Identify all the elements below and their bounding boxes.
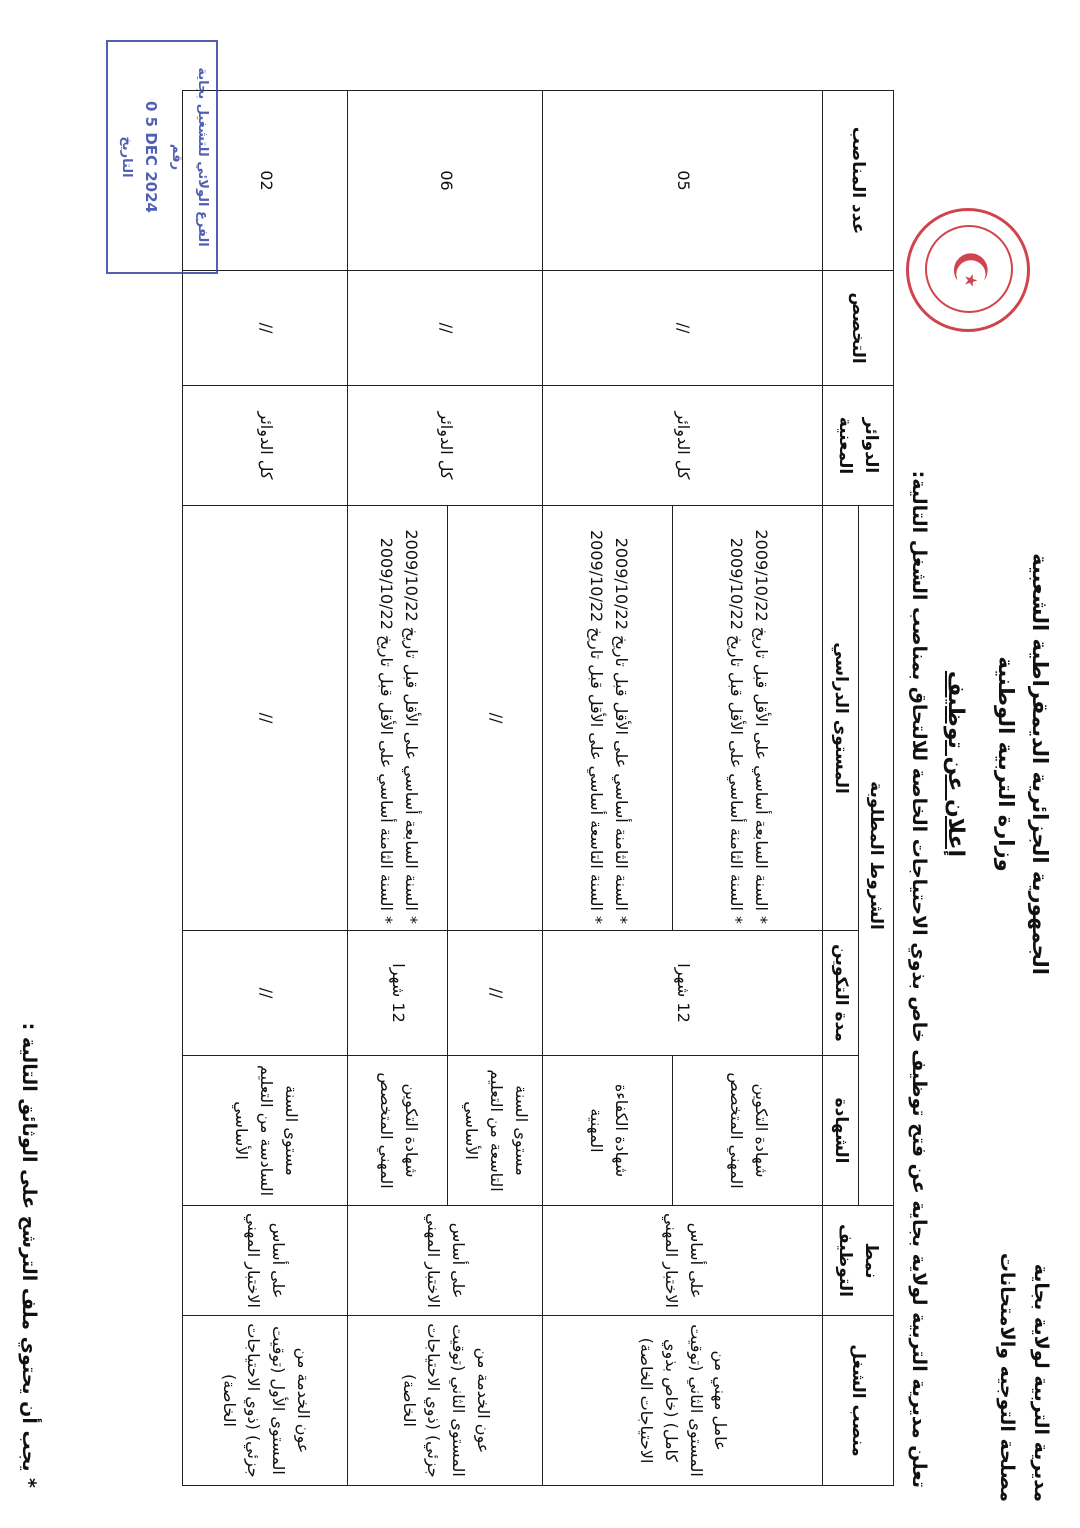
post-cell: عامل مهني من المستوى الثاني (توقيت كامل) (خاص بذوي الاحتياجات الخاصة) (543, 1316, 823, 1486)
certificate-cell: شهادة الكفاءة المهنية (543, 1056, 673, 1206)
header-districts: الدوائر المعنية (823, 386, 894, 506)
service-heading: مصلحة التوجيه والامتحانات (996, 1252, 1018, 1502)
header-post: منصب الشغل (823, 1316, 894, 1486)
level-cell (543, 506, 673, 931)
announcement-intro: تعلن مديرية التربية لولاية بجاية عن فتح توظيف خاص بذوي الاحتياجات الخاصة للالتحاق بمناصب الشغل التالية: (908, 470, 930, 1488)
mode-cell: على أساس الاختبار المهني (348, 1206, 543, 1316)
date-stamp (106, 40, 218, 274)
header-specialty: التخصص (823, 271, 894, 386)
table-row (673, 91, 823, 1486)
directorate-heading: مديرية التربية لولاية بجاية (1030, 1263, 1052, 1502)
stamp-line-number: رقم (169, 143, 184, 171)
table-row (448, 91, 543, 1486)
districts-cell: كل الدوائر (348, 386, 543, 506)
header-conditions: الشروط المطلوبة (858, 506, 893, 1206)
certificate-cell: شهادة التكوين المهني المتخصص (348, 1056, 448, 1206)
level-cell: // (448, 506, 543, 931)
duration-cell: 12 شهرا (348, 931, 448, 1056)
specialty-cell: // (183, 271, 348, 386)
districts-cell: كل الدوائر (543, 386, 823, 506)
level-line: * السنة الثامنة أساسي على الأقل قبل تاريخ 2009/10/22 (376, 537, 396, 925)
duration-cell: // (183, 931, 348, 1056)
crescent-star-icon: ☪ (943, 249, 997, 291)
duration-cell: // (448, 931, 543, 1056)
level-line: * السنة التاسعة أساسي على الأقل قبل تاريخ 2009/10/22 (586, 529, 606, 925)
count-cell: 02 (183, 91, 348, 271)
stamp-line-date-label: التاريخ (119, 136, 134, 178)
table-row (183, 91, 348, 1486)
duration-cell: 12 شهرا (543, 931, 823, 1056)
count-cell: 06 (348, 91, 543, 271)
level-line: * السنة السابعة أساسي على الأقل قبل تاريخ 2009/10/22 (401, 529, 421, 925)
districts-cell: كل الدوائر (183, 386, 348, 506)
level-line: * السنة الثامنة أساسي على الأقل قبل تاريخ 2009/10/22 (726, 537, 746, 925)
documents-note: * يجب أن يحتوي ملف الترشح على الوثائق التالية : (18, 1022, 40, 1488)
post-cell: عون الخدمة من المستوى الأول (توقيت جزئي) (ذوي الاحتياجات الخاصة) (183, 1316, 348, 1486)
mode-cell: على أساس الاختبار المهني (543, 1206, 823, 1316)
level-line: * السنة السابعة أساسي على الأقل قبل تاريخ 2009/10/22 (751, 529, 771, 925)
header-level: المستوى الدراسي (823, 506, 858, 931)
stamp-line-office: الفرع الولائي للتشغيل بجاية (195, 67, 210, 247)
stamp-line-date: 0 5 DEC 2024 (142, 101, 160, 213)
post-cell: عون الخدمة من المستوى الثاني (توقيت جزئي) (ذوي الاحتياجات الخاصة) (348, 1316, 543, 1486)
specialty-cell: // (543, 271, 823, 386)
header-count: عدد المناصب (823, 91, 894, 271)
level-cell: // (183, 506, 348, 931)
official-seal-stamp (906, 208, 1030, 332)
specialty-cell: // (348, 271, 543, 386)
announcement-title: إعلان عن توظيف (943, 670, 968, 858)
republic-heading: الجمهورية الجزائرية الديمقراطية الشعبية (1028, 553, 1052, 975)
certificate-cell: مستوى السنة التاسعة من التعليم الأساسي (448, 1056, 543, 1206)
ministry-heading: وزارة التربية الوطنية (994, 656, 1018, 872)
level-cell (348, 506, 448, 931)
count-cell: 05 (543, 91, 823, 271)
table-header-row (858, 91, 893, 1486)
certificate-cell: مستوى السنة السادسة من التعليم الأساسي (183, 1056, 348, 1206)
mode-cell: على أساس الاختبار المهني (183, 1206, 348, 1316)
level-line: * السنة الثامنة أساسي على الأقل قبل تاريخ 2009/10/22 (611, 537, 631, 925)
header-certificate: الشهادة (823, 1056, 858, 1206)
header-duration: مدة التكوين (823, 931, 858, 1056)
header-mode: نمط التوظيف (823, 1206, 894, 1316)
certificate-cell: شهادة التكوين المهني المتخصص (673, 1056, 823, 1206)
level-cell (673, 506, 823, 931)
positions-table (182, 90, 894, 1486)
